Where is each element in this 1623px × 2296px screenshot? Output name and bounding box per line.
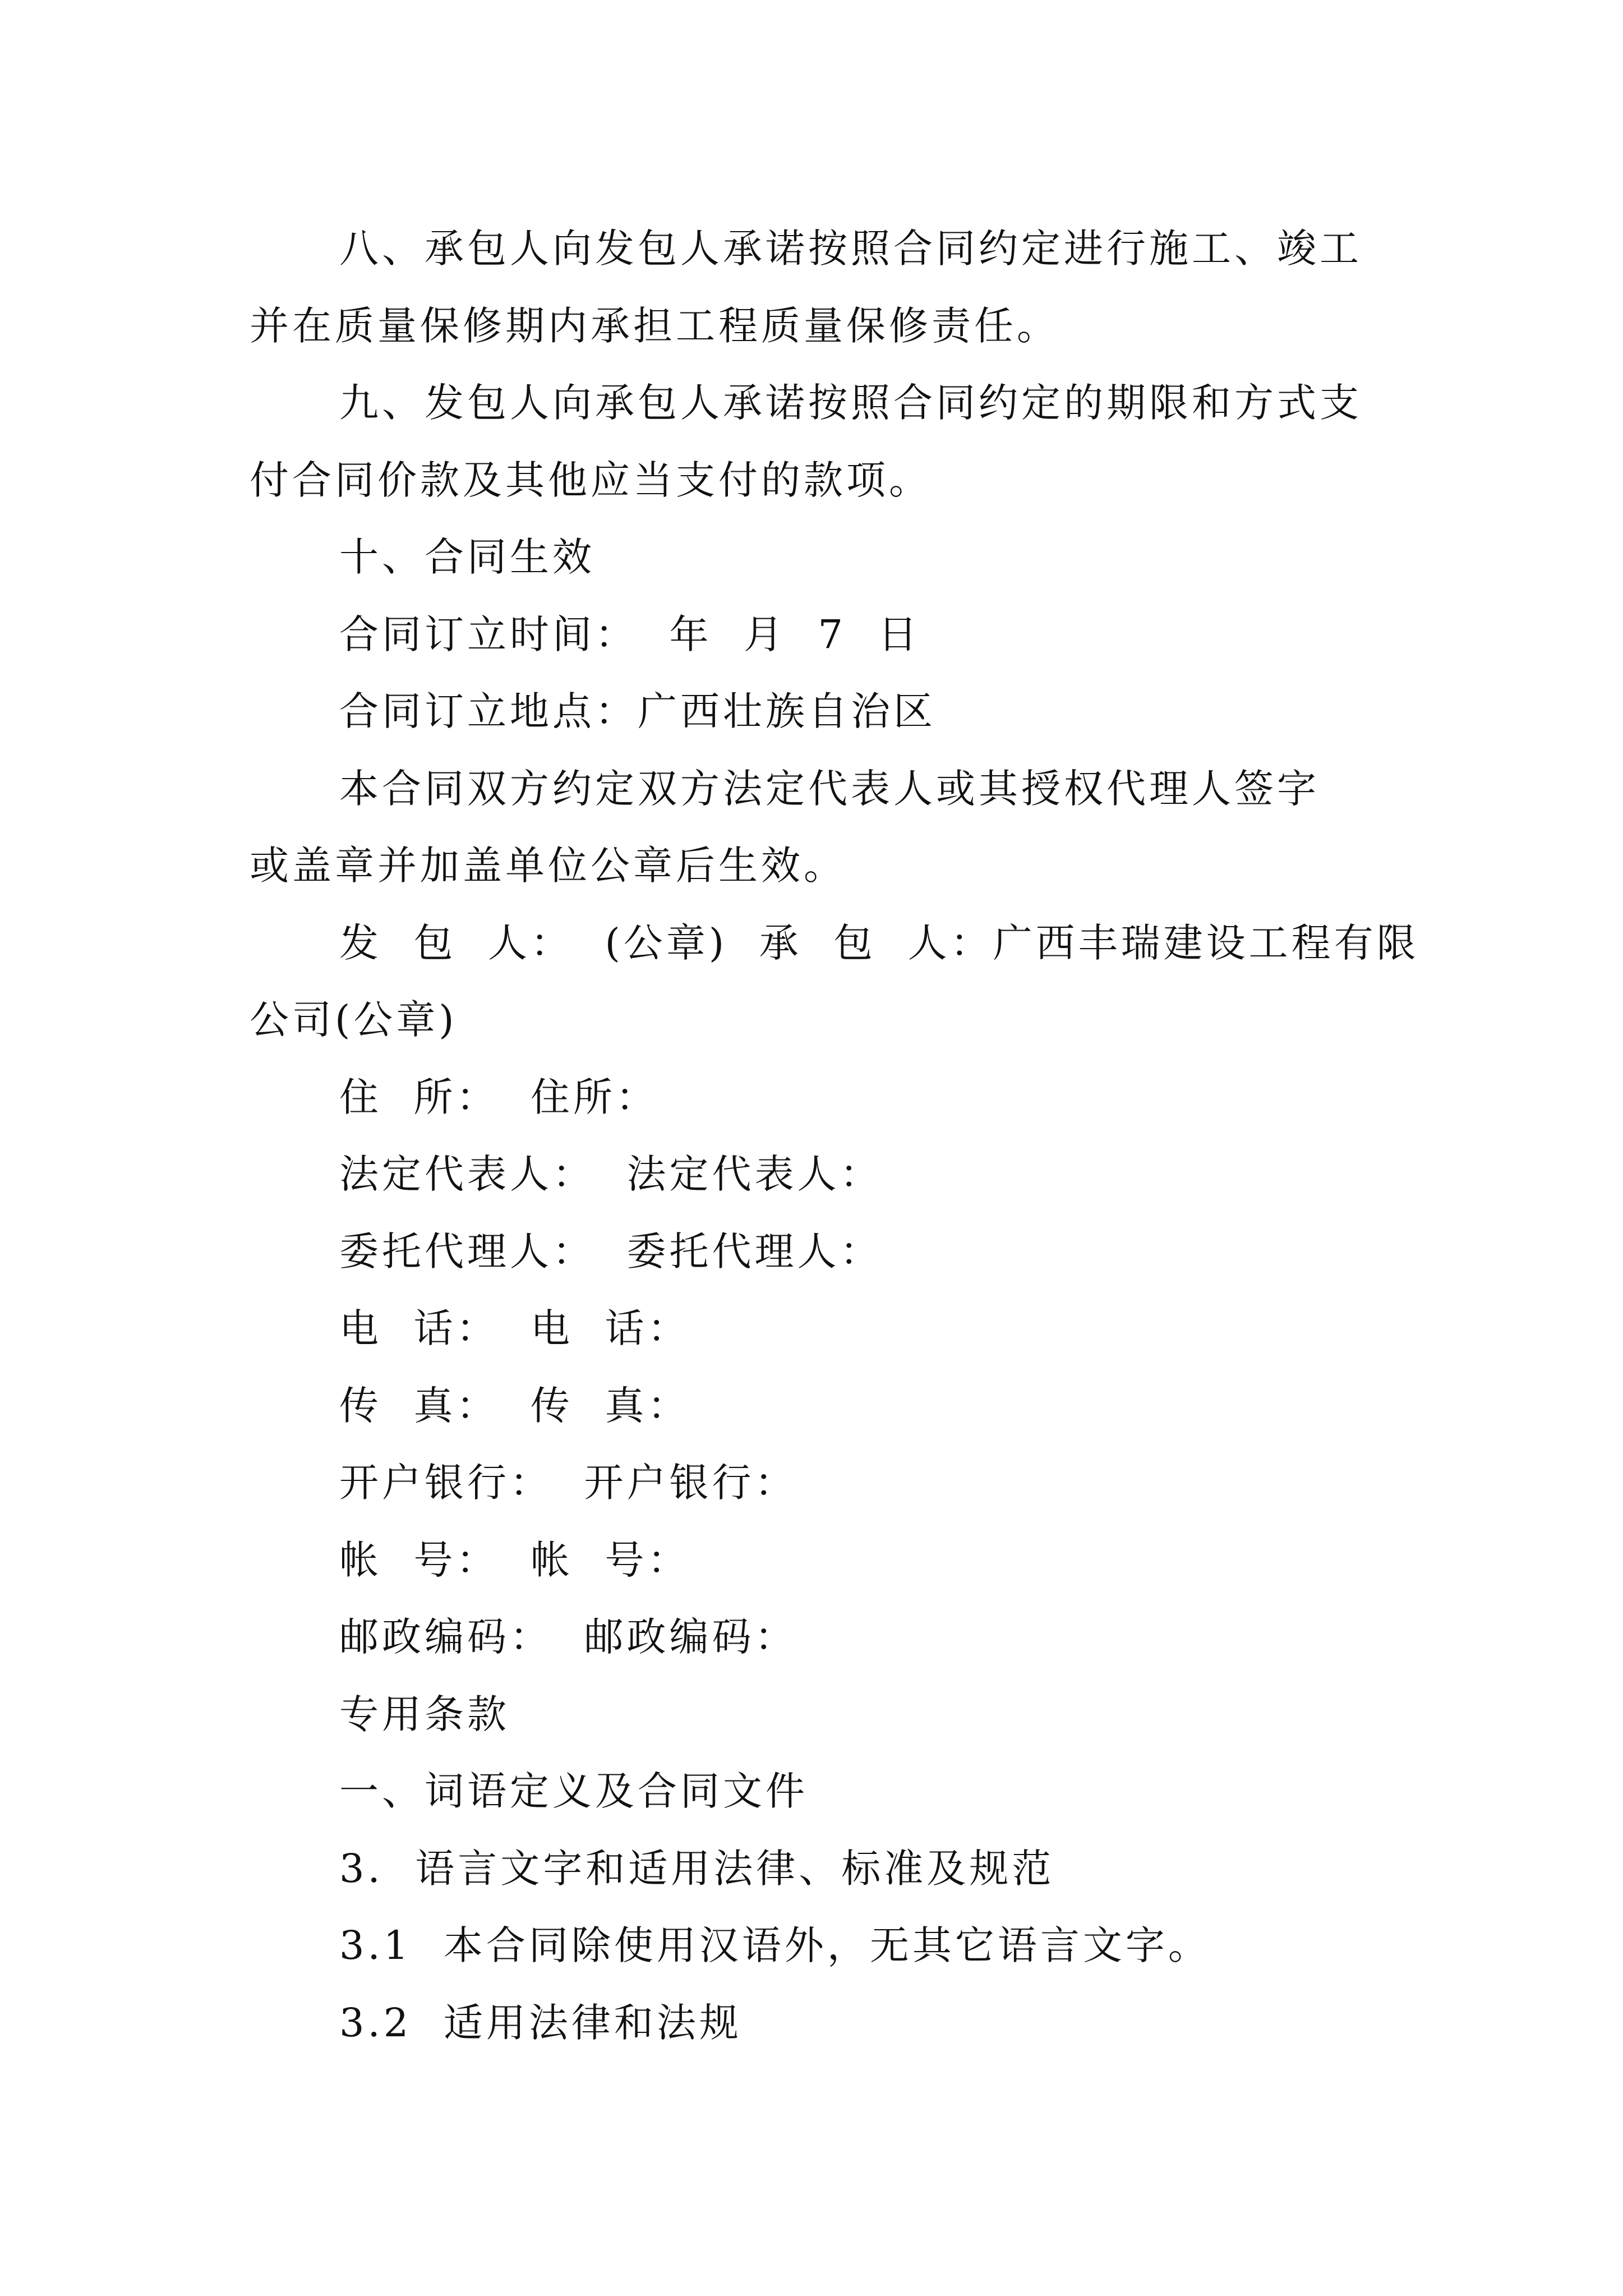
document-body [250,210,1419,2062]
account-field: 帐 号： 帐 号： [339,1536,690,1583]
clause-8-line-1: 八、承包人向发包人承诺按照合同约定进行施工、竣工 [339,226,1362,272]
address-field: 住 所： 住所： [339,1074,659,1120]
effectiveness-line-2: 或盖章并加盖单位公章后生效。 [250,843,846,889]
clause-10-heading: 十、合同生效 [339,534,595,580]
parties-line-2: 公司(公章) [250,997,458,1043]
authorized-agent-field: 委托代理人： 委托代理人： [339,1228,883,1274]
clause-8-line-2: 并在质量保修期内承担工程质量保修责任。 [250,302,1059,349]
special-terms-heading: 专用条款 [339,1691,510,1737]
phone-field: 电 话： 电 话： [339,1305,690,1351]
section-3-heading: 3. 语言文字和适用法律、标准及规范 [339,1845,1055,1892]
clause-9-line-1: 九、发包人向承包人承诺按照合同约定的期限和方式支 [339,380,1362,426]
contract-date: 合同订立时间： 年 月 7 日 [339,611,921,657]
bank-field: 开户银行： 开户银行： [339,1460,797,1506]
parties-line-1: 发 包 人： (公章) 承 包 人：广西丰瑞建设工程有限 [339,919,1419,966]
section-3-2: 3.2 适用法律和法规 [339,1999,742,2046]
clause-9-line-2: 付合同价款及其他应当支付的款项。 [250,457,932,503]
contract-place: 合同订立地点：广西壮族自治区 [339,688,936,734]
postal-code-field: 邮政编码： 邮政编码： [339,1614,797,1660]
legal-representative-field: 法定代表人： 法定代表人： [339,1151,883,1197]
section-1-heading: 一、词语定义及合同文件 [339,1768,808,1814]
fax-field: 传 真： 传 真： [339,1382,690,1429]
section-3-1: 3.1 本合同除使用汉语外，无其它语言文字。 [339,1922,1211,1968]
effectiveness-line-1: 本合同双方约定双方法定代表人或其授权代理人签字 [339,765,1320,812]
